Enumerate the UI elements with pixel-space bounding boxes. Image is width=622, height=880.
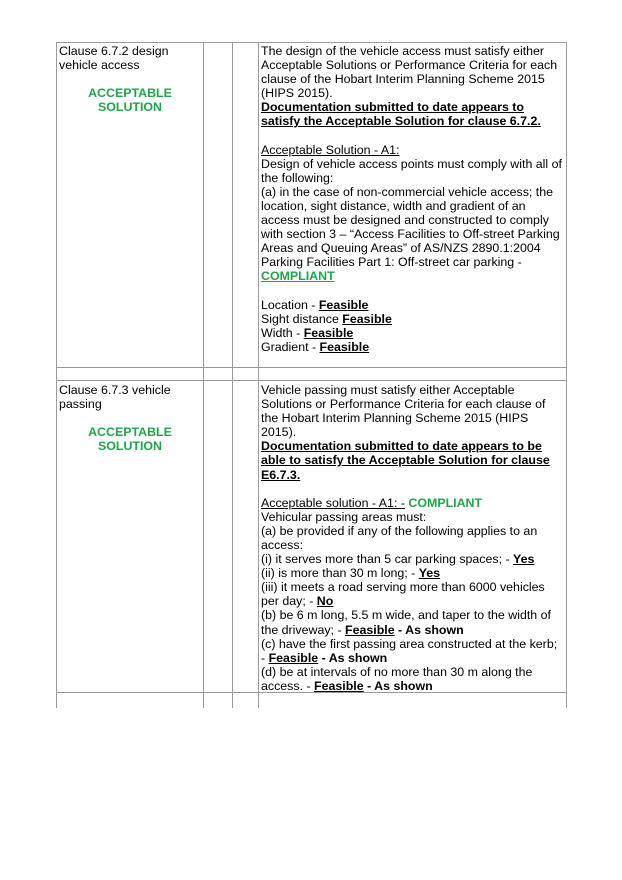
table-row-divider xyxy=(56,380,567,381)
requirement-c-answer: Feasible xyxy=(268,650,319,665)
table-column-divider xyxy=(258,42,259,708)
table-row-divider xyxy=(56,367,567,368)
requirement-a: (a) in the case of non-commercial vehicle access; the location, sight distance, width and gradient of an access must be designed and constructed to comply with section 3 – “Access Facilities to Off-street Parking Areas and Queuing Areas” of AS/NZS 2890.1:2004 Parking Facilities Part 1: Off-street car parking - xyxy=(261,184,560,270)
check-item xyxy=(261,340,566,354)
requirement-i: (i) it serves more than 5 car parking spaces; - xyxy=(261,552,514,567)
requirement-iii: (iii) it meets a road serving more than 6000 vehicles per day; - xyxy=(261,580,545,609)
clause-cell xyxy=(59,44,201,114)
solution-heading: Acceptable solution - A1: - xyxy=(261,495,405,510)
solution-heading: Acceptable Solution - A1: xyxy=(261,142,400,157)
detail-cell xyxy=(261,44,566,354)
clause-title: Clause 6.7.3 vehicle passing xyxy=(59,383,171,412)
check-label: Width - xyxy=(261,325,304,340)
requirement-b-answer: Feasible xyxy=(345,622,395,637)
requirement-ii-answer: Yes xyxy=(418,566,441,581)
clause-intro: The design of the vehicle access must satisfy either Acceptable Solutions or Performance Criteria for each clause of the Hobart Interim Planning Scheme 2015 (HIPS 2015). xyxy=(261,44,558,101)
check-value: Feasible xyxy=(319,339,370,354)
table-column-divider xyxy=(203,42,204,708)
check-item xyxy=(261,326,566,340)
table-border-right xyxy=(566,42,567,708)
table-border-top xyxy=(56,42,567,43)
compliance-status: COMPLIANT xyxy=(408,495,483,510)
clause-cell xyxy=(59,383,201,453)
check-label: Sight distance xyxy=(261,311,343,326)
detail-cell xyxy=(261,383,566,693)
check-value: Feasible xyxy=(303,325,354,340)
requirement-i-answer: Yes xyxy=(513,552,535,567)
requirement-intro: Design of vehicle access points must comply with all of the following: xyxy=(261,156,562,185)
check-label: Location - xyxy=(261,297,319,312)
check-value: Feasible xyxy=(342,311,392,326)
requirement-d-answer: Feasible xyxy=(314,678,364,693)
requirement-b: (b) be 6 m long, 5.5 m wide, and taper to the width of the driveway; - xyxy=(261,608,551,637)
requirement-d-extra: - As shown xyxy=(363,678,433,693)
compliance-status: COMPLIANT xyxy=(261,269,335,284)
table-column-divider xyxy=(232,42,233,708)
clause-intro: Vehicle passing must satisfy either Acceptable Solutions or Performance Criteria for each clause of the Hobart Interim Planning Scheme 2015 (HIPS 2015). xyxy=(261,383,546,440)
check-value: Feasible xyxy=(318,297,369,312)
documentation-statement: Documentation submitted to date appears to be able to satisfy the Acceptable Solution for clause E6.7.3. xyxy=(261,439,550,482)
check-item xyxy=(261,298,566,312)
clause-title: Clause 6.7.2 design vehicle access xyxy=(59,44,169,73)
requirement-iii-answer: No xyxy=(316,594,334,609)
documentation-statement: Documentation submitted to date appears to satisfy the Acceptable Solution for clause 6.7.2. xyxy=(261,100,541,129)
check-label: Gradient - xyxy=(261,339,320,354)
requirement-c-extra: - As shown xyxy=(318,650,388,665)
requirement-c: (c) have the first passing area constructed at the kerb; xyxy=(261,636,558,651)
requirement-b-extra: - As shown xyxy=(394,622,464,637)
check-item xyxy=(261,312,566,326)
clause-status: ACCEPTABLE SOLUTION xyxy=(88,425,172,454)
table-border-left xyxy=(56,42,57,708)
requirement-c-prefix: - xyxy=(261,650,269,665)
requirement-d: (d) be at intervals of no more than 30 m along the access. - xyxy=(261,664,533,693)
requirement-a: (a) be provided if any of the following applies to an access: xyxy=(261,523,538,552)
requirement-ii: (ii) is more than 30 m long; - xyxy=(261,566,419,581)
clause-status: ACCEPTABLE SOLUTION xyxy=(88,86,172,115)
requirement-intro: Vehicular passing areas must: xyxy=(261,509,427,524)
